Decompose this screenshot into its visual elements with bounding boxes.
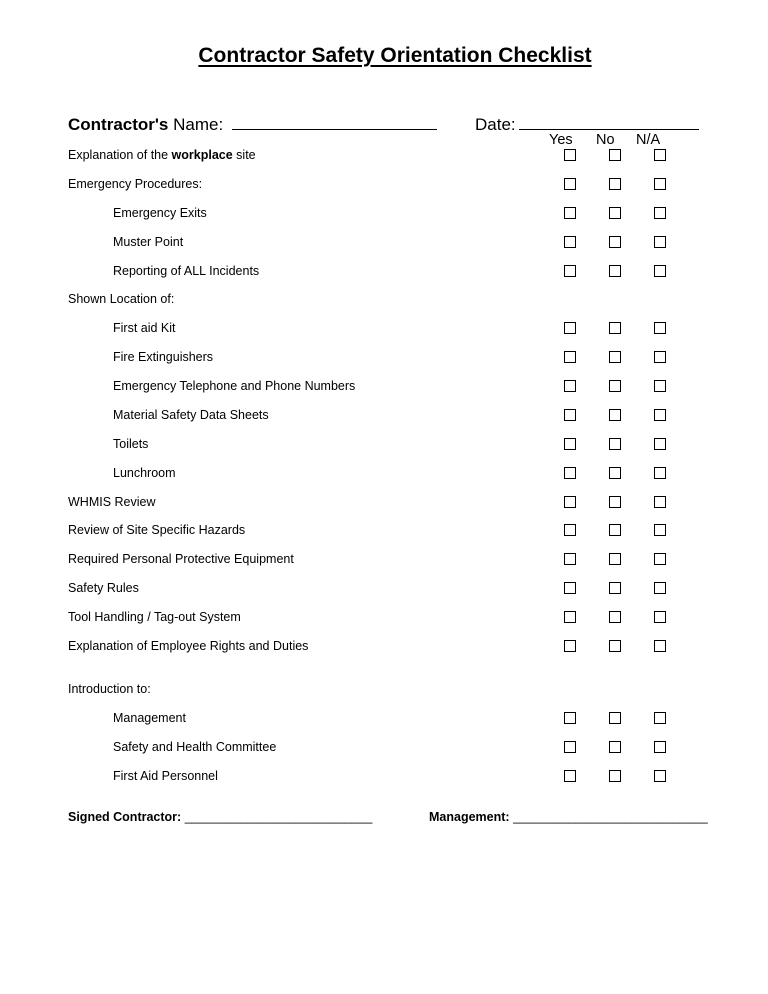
- item-text: Safety and Health Committee: [113, 740, 277, 754]
- item-text: Toilets: [113, 437, 149, 451]
- item-text: WHMIS Review: [68, 495, 156, 509]
- checklist-item-label: [68, 639, 308, 653]
- checkbox-no[interactable]: [609, 409, 621, 421]
- checkbox-no[interactable]: [609, 582, 621, 594]
- item-text: Required Personal Protective Equipment: [68, 552, 294, 566]
- checkbox-no[interactable]: [609, 438, 621, 450]
- checkbox-yes[interactable]: [564, 236, 576, 248]
- checklist-item-label: [113, 769, 218, 783]
- checkbox-yes[interactable]: [564, 712, 576, 724]
- item-text: Lunchroom: [113, 466, 176, 480]
- checkbox-yes[interactable]: [564, 322, 576, 334]
- checkbox-no[interactable]: [609, 351, 621, 363]
- date-line[interactable]: [519, 111, 699, 130]
- checkbox-na[interactable]: [654, 712, 666, 724]
- checkbox-no[interactable]: [609, 380, 621, 392]
- item-text: Shown Location of:: [68, 292, 175, 306]
- checklist-item-label: [113, 264, 259, 278]
- checkbox-no[interactable]: [609, 770, 621, 782]
- checkbox-yes[interactable]: [564, 741, 576, 753]
- checkbox-yes[interactable]: [564, 467, 576, 479]
- checkbox-na[interactable]: [654, 467, 666, 479]
- checkbox-no[interactable]: [609, 178, 621, 190]
- checklist-item-label: [68, 682, 151, 696]
- checklist-item-label: [68, 581, 139, 595]
- item-text: Muster Point: [113, 235, 184, 249]
- item-text: Safety Rules: [68, 581, 139, 595]
- checklist-item-label: [68, 177, 202, 191]
- checkbox-no[interactable]: [609, 236, 621, 248]
- checkbox-na[interactable]: [654, 438, 666, 450]
- checkbox-no[interactable]: [609, 496, 621, 508]
- checkbox-na[interactable]: [654, 553, 666, 565]
- checkbox-yes[interactable]: [564, 640, 576, 652]
- management-label: Management:: [429, 810, 510, 824]
- item-text: Material Safety Data Sheets: [113, 408, 269, 422]
- checkbox-na[interactable]: [654, 770, 666, 782]
- checkbox-na[interactable]: [654, 322, 666, 334]
- item-text: Introduction to:: [68, 682, 151, 696]
- checkbox-yes[interactable]: [564, 149, 576, 161]
- checkbox-na[interactable]: [654, 265, 666, 277]
- contractor-label-bold: Contractor's: [68, 115, 169, 134]
- item-text: First Aid Personnel: [113, 769, 218, 783]
- date-label: Date:: [475, 115, 516, 134]
- checklist-item-label: [68, 552, 294, 566]
- signed-contractor-line[interactable]: ___________________________: [184, 810, 373, 824]
- checkbox-yes[interactable]: [564, 770, 576, 782]
- checklist-item-label: [113, 206, 207, 220]
- item-text: Emergency Procedures:: [68, 177, 203, 191]
- checkbox-no[interactable]: [609, 712, 621, 724]
- column-header-no: No: [596, 132, 615, 148]
- checkbox-yes[interactable]: [564, 496, 576, 508]
- checkbox-na[interactable]: [654, 380, 666, 392]
- item-text: Explanation of Employee Rights and Duties: [68, 639, 309, 653]
- item-text-bold: workplace: [171, 148, 233, 162]
- checkbox-na[interactable]: [654, 611, 666, 623]
- checkbox-na[interactable]: [654, 496, 666, 508]
- checkbox-yes[interactable]: [564, 611, 576, 623]
- checkbox-yes[interactable]: [564, 207, 576, 219]
- item-text: Fire Extinguishers: [113, 350, 214, 364]
- signed-contractor-label: Signed Contractor:: [68, 810, 182, 824]
- item-text: Reporting of ALL Incidents: [113, 264, 260, 278]
- checkbox-na[interactable]: [654, 524, 666, 536]
- checkbox-yes[interactable]: [564, 438, 576, 450]
- checklist-item-label: [68, 495, 156, 509]
- signed-contractor-field[interactable]: [68, 810, 372, 824]
- checkbox-no[interactable]: [609, 265, 621, 277]
- item-text: Management: [113, 711, 186, 725]
- checklist-item-label: [68, 610, 241, 624]
- item-text: Emergency Exits: [113, 206, 207, 220]
- column-header-yes: Yes: [549, 132, 573, 148]
- checkbox-yes[interactable]: [564, 409, 576, 421]
- checkbox-na[interactable]: [654, 149, 666, 161]
- checkbox-na[interactable]: [654, 207, 666, 219]
- checkbox-no[interactable]: [609, 322, 621, 334]
- checkbox-no[interactable]: [609, 553, 621, 565]
- item-text: First aid Kit: [113, 321, 176, 335]
- checkbox-yes[interactable]: [564, 553, 576, 565]
- checkbox-na[interactable]: [654, 409, 666, 421]
- date-field[interactable]: [475, 111, 699, 135]
- checklist-item-label: [113, 350, 213, 364]
- checkbox-na[interactable]: [654, 236, 666, 248]
- checkbox-na[interactable]: [654, 741, 666, 753]
- checkbox-yes[interactable]: [564, 582, 576, 594]
- checkbox-no[interactable]: [609, 741, 621, 753]
- checkbox-no[interactable]: [609, 524, 621, 536]
- checkbox-yes[interactable]: [564, 380, 576, 392]
- management-field[interactable]: [429, 810, 708, 824]
- checkbox-yes[interactable]: [564, 351, 576, 363]
- checkbox-yes[interactable]: [564, 178, 576, 190]
- item-text: Review of Site Specific Hazards: [68, 523, 246, 537]
- column-header-na: N/A: [636, 132, 661, 148]
- item-text: Tool Handling / Tag-out System: [68, 610, 241, 624]
- contractor-name-line[interactable]: [232, 111, 437, 130]
- checklist-item-label: [113, 408, 269, 422]
- checklist-item-label: [113, 235, 183, 249]
- checkbox-no[interactable]: [609, 467, 621, 479]
- item-text: Explanation of the: [68, 148, 172, 162]
- checklist-item-label: [68, 292, 174, 306]
- item-text-post: site: [232, 148, 256, 162]
- checkbox-na[interactable]: [654, 582, 666, 594]
- item-text: Emergency Telephone and Phone Numbers: [113, 379, 356, 393]
- checkbox-no[interactable]: [609, 207, 621, 219]
- checkbox-na[interactable]: [654, 178, 666, 190]
- checkbox-yes[interactable]: [564, 265, 576, 277]
- checklist-item-label: [113, 437, 148, 451]
- checklist-item-label: [68, 523, 245, 537]
- checklist-item-label: [113, 379, 355, 393]
- checklist-item-label: [113, 711, 186, 725]
- checkbox-no[interactable]: [609, 611, 621, 623]
- checklist-item-label: [68, 148, 256, 162]
- checkbox-no[interactable]: [609, 149, 621, 161]
- contractor-name-field[interactable]: [68, 111, 437, 135]
- checkbox-na[interactable]: [654, 640, 666, 652]
- management-line[interactable]: ____________________________: [513, 810, 708, 824]
- checkbox-no[interactable]: [609, 640, 621, 652]
- checkbox-yes[interactable]: [564, 524, 576, 536]
- page-title: Contractor Safety Orientation Checklist: [198, 44, 592, 67]
- checklist-item-label: [113, 740, 276, 754]
- contractor-label-rest: Name:: [168, 115, 224, 134]
- checklist-item-label: [113, 321, 176, 335]
- checklist-item-label: [113, 466, 176, 480]
- checkbox-na[interactable]: [654, 351, 666, 363]
